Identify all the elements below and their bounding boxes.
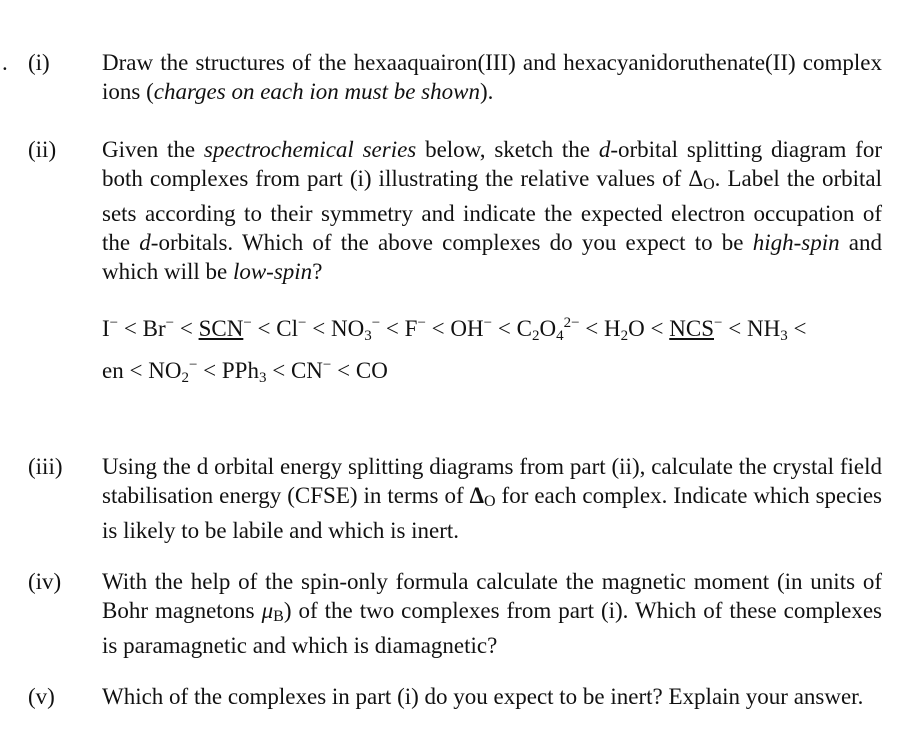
bullet-dot: . (2, 50, 8, 75)
question-text: Which of the complexes in part (i) do you expect to be inert? Explain your answer. (102, 684, 864, 709)
question-number: (i) (28, 50, 50, 75)
question-text: With the help of the spin-only formula calculate the magnetic moment (in units of Bohr magnetons μB) of the two complexes from part (i). Which of these complexes is paramagnetic and which is diamagnetic? (102, 569, 882, 658)
question-text: Given the spectrochemical series below, sketch the d-orbital splitting diagram for both complexes from part (i) illustrating the relative values of ΔO. Label the orbital sets according to their symmetry and indicate the expected electron occupation of the d-orbitals. Which of the above complexes do you expect to be high-spin and which will be low-spin? (102, 137, 882, 284)
spectrochemical-series: $I^- < Br^- < SCN^- < Cl^- < NO_3^- < F^- < OH^- < C_2O_4^{2-} < H_2O < NCS^- < NH_3$ < en < $NO_2^- < PPh_3 < CN^-$ < CO (102, 315, 807, 386)
question-number: (iii) (28, 454, 63, 479)
question-number: (iv) (28, 569, 62, 594)
question-text: Draw the structures of the hexaaquairon(III) and hexacyanidoruthenate(II) complex ions (charges on each ion must be shown). (102, 50, 882, 104)
question-number: (v) (28, 684, 55, 709)
question-text: Using the d orbital energy splitting diagrams from part (ii), calculate the crystal field stabilisation energy (CFSE) in terms of ΔO for each complex. Indicate which species is likely to be labile and which is inert. (102, 454, 882, 543)
question-number: (ii) (28, 137, 57, 162)
